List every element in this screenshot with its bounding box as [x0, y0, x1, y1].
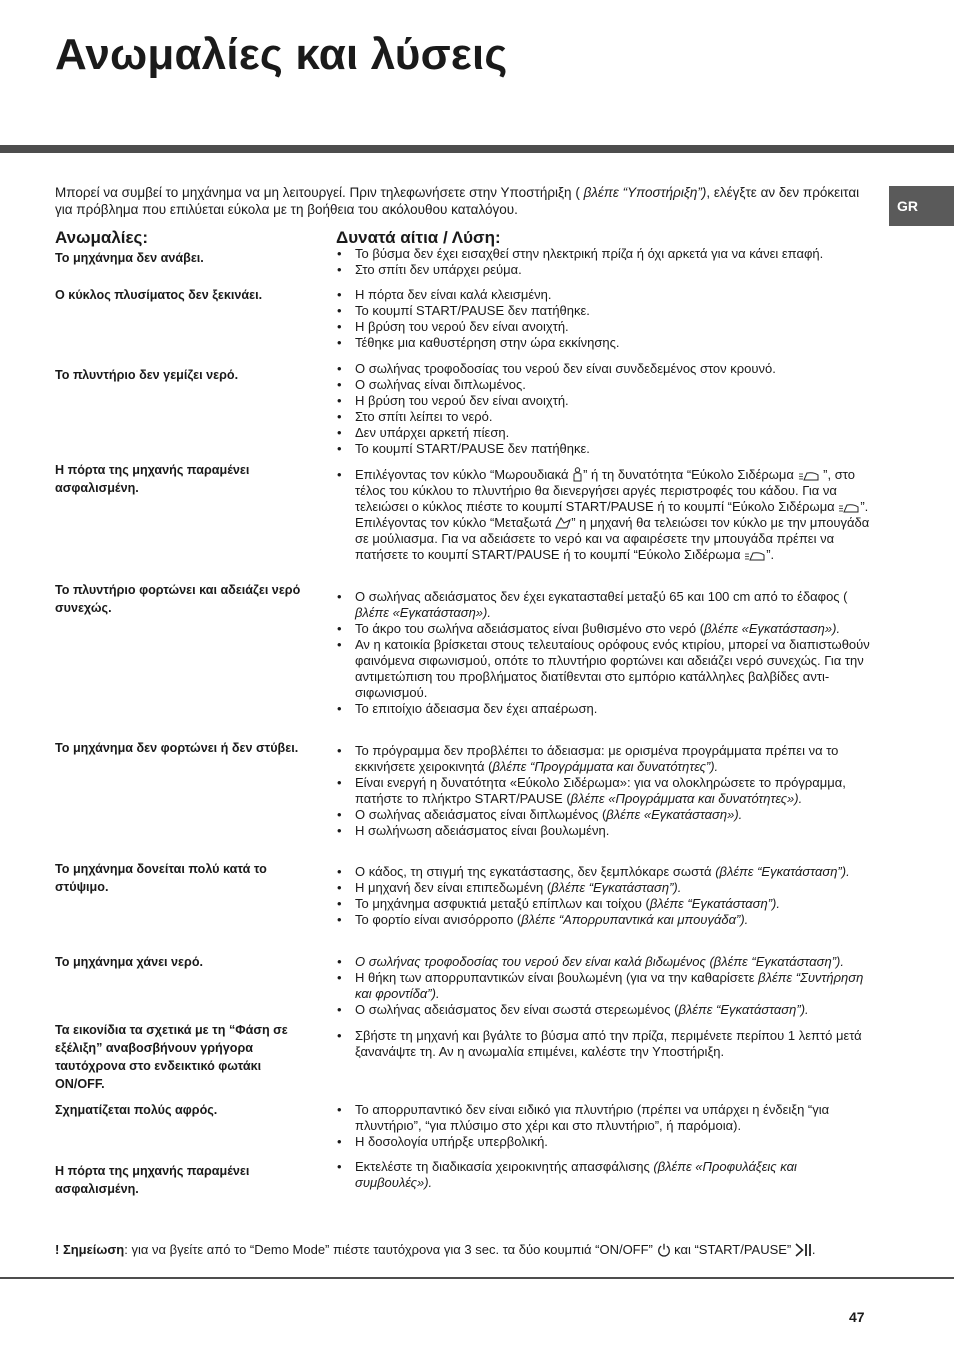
easy-iron-icon: [838, 502, 860, 514]
solution-list: [336, 467, 876, 563]
solutions-column-header: Δυνατά αίτια / Λύση:: [336, 228, 501, 247]
problem-label: Σχηματίζεται πολύς αφρός.: [55, 1103, 218, 1117]
solution-item: • Σβήστε τη μηχανή και βγάλτε το βύσμα από την πρίζα, περιμένετε περίπου 1 λεπτό μετά ξανανάψτε τη. Αν η ανωμαλία επιμένει, καλέστε την Υποστήριξη.: [336, 1028, 876, 1060]
solution-item: • Ο κάδος, τη στιγμή της εγκατάστασης, δεν ξεμπλόκαρε σωστά (βλέπε “Εγκατάσταση”).: [336, 864, 876, 880]
intro-paragraph: Μπορεί να συμβεί το μηχάνημα να μη λειτουργεί. Πριν τηλεφωνήσετε στην Υποστήριξη ( βλέπε “Υποστήριξη”), ελέγξτε αν δεν πρόκειται για πρόβλημα που επιλύεται εύκολα με τη βοήθεια του ακόλουθου καταλόγου.: [55, 185, 860, 217]
power-icon: [657, 1243, 671, 1257]
solution-list: [336, 1102, 876, 1150]
solution-list: [336, 287, 876, 351]
problem-label: Η πόρτα της μηχανής παραμένει ασφαλισμένη.: [55, 463, 250, 495]
solution-item: • Ο σωλήνας αδειάσματος είναι διπλωμένος (βλέπε «Εγκατάσταση»).: [336, 807, 876, 823]
solution-item: • Η θήκη των απορρυπαντικών είναι βουλωμένη (για να την καθαρίσετε βλέπε “Συντήρηση και φροντίδα”).: [336, 970, 876, 1002]
baby-cycle-icon: [572, 467, 583, 482]
solution-item: • Ο σωλήνας αδειάσματος δεν είναι σωστά στερεωμένος (βλέπε “Εγκατάσταση”).: [336, 1002, 876, 1018]
play-pause-icon: [795, 1243, 812, 1257]
solution-item: • Το κουμπί START/PAUSE δεν πατήθηκε.: [336, 441, 876, 457]
solution-item: • Η μηχανή δεν είναι επιπεδωμένη (βλέπε “Εγκατάσταση”).: [336, 880, 876, 896]
solution-item: • Επιλέγοντας τον κύκλο “Μωρουδιακά ” ή τη δυνατότητα “Εύκολο Σιδέρωμα ”, στο τέλος του κύκλου το πλυντήριο θα διενεργήσει αργές περιστροφές του κάδου. Για να τελειώσει ο κύκλος πιέστε το κουμπί START/PAUSE ή το κουμπί “Εύκολο Σιδέρωμα ”. Επιλέγοντας τον κύκλο “Μεταξωτά ” η μηχανή θα τελειώσει τον κύκλο με την μπουγάδα σε μούλιασμα. Για να αδειάσετε το νερό και να αφαιρέσετε την μπουγάδα πρέπει να πατήσετε το κουμπί START/PAUSE ή το κουμπί “Εύκολο Σιδέρωμα ”.: [336, 467, 876, 563]
solution-item: • Στο σπίτι λείπει το νερό.: [336, 409, 876, 425]
solution-list: [336, 1159, 876, 1191]
problem-label: Το πλυντήριο φορτώνει και αδειάζει νερό συνεχώς.: [55, 583, 301, 615]
solution-item: • Η βρύση του νερού δεν είναι ανοιχτή.: [336, 393, 876, 409]
solution-item: • Αν η κατοικία βρίσκεται στους τελευταίους ορόφους ενός κτιρίου, μπορεί να διαπιστωθούν φαινόμενα σιφωνισμού, οπότε το πλυντήριο φορτώνει και αδειάζει νερό συνεχώς. Για την αντιμετώπιση του προβλήματος διατίθενται στο εμπόριο κατάλληλες βαλβίδες αντι-σιφωνισμού.: [336, 637, 876, 701]
language-badge: GR: [889, 186, 954, 226]
solution-item: • Δεν υπάρχει αρκετή πίεση.: [336, 425, 876, 441]
solution-list: [336, 954, 876, 1018]
demo-mode-note: ! Σημείωση: για να βγείτε από το “Demo Mode” πιέστε ταυτόχρονα για 3 sec. τα δύο κουμπιά “ON/OFF” και “START/PAUSE” .: [55, 1242, 816, 1257]
solution-item: • Στο σπίτι δεν υπάρχει ρεύμα.: [336, 262, 876, 278]
solution-list: [336, 1028, 876, 1060]
page-title: Ανωμαλίες και λύσεις: [55, 30, 508, 79]
easy-iron-icon: [744, 550, 766, 562]
problem-label: Το μηχάνημα δεν φορτώνει ή δεν στύβει.: [55, 741, 299, 755]
solution-item: • Το φορτίο είναι ανισόρροπο (βλέπε “Απορρυπαντικά και μπουγάδα”).: [336, 912, 876, 928]
solution-item: • Τέθηκε μια καθυστέρηση στην ώρα εκκίνησης.: [336, 335, 876, 351]
solution-item: • Το βύσμα δεν έχει εισαχθεί στην ηλεκτρική πρίζα ή όχι αρκετά για να κάνει επαφή.: [336, 246, 876, 262]
problem-label: Ο κύκλος πλυσίματος δεν ξεκινάει.: [55, 288, 263, 302]
solution-item: • Ο σωλήνας είναι διπλωμένος.: [336, 377, 876, 393]
solution-item: • Είναι ενεργή η δυνατότητα «Εύκολο Σιδέρωμα»: για να ολοκληρώσετε το πρόγραμμα, πατήστε το πλήκτρο START/PAUSE (βλέπε «Προγράμματα και δυνατότητες»).: [336, 775, 876, 807]
solution-item: • Η σωλήνωση αδειάσματος είναι βουλωμένη.: [336, 823, 876, 839]
problem-label: Η πόρτα της μηχανής παραμένει ασφαλισμένη.: [55, 1164, 250, 1196]
problem-label: Το πλυντήριο δεν γεμίζει νερό.: [55, 368, 239, 382]
solution-list: [336, 361, 876, 457]
solution-item: • Το κουμπί START/PAUSE δεν πατήθηκε.: [336, 303, 876, 319]
page-number: 47: [849, 1309, 865, 1325]
problems-column-header: Ανωμαλίες:: [55, 228, 149, 247]
easy-iron-icon: [798, 470, 820, 482]
problem-label: Το μηχάνημα χάνει νερό.: [55, 955, 204, 969]
solution-item: • Εκτελέστε τη διαδικασία χειροκινητής απασφάλισης (βλέπε «Προφυλάξεις και συμβουλές»).: [336, 1159, 876, 1191]
note-label: ! Σημείωση: [55, 1242, 125, 1257]
solution-item: • Ο σωλήνας αδειάσματος δεν έχει εγκατασταθεί μεταξύ 65 και 100 cm από το έδαφος ( βλέπε «Εγκατάσταση»).: [336, 589, 876, 621]
solution-list: [336, 246, 876, 278]
solution-list: [336, 864, 876, 928]
problem-label: Το μηχάνημα δεν ανάβει.: [55, 251, 204, 265]
solution-list: [336, 743, 876, 839]
solution-list: [336, 589, 876, 717]
solution-item: • Το μηχάνημα ασφυκτιά μεταξύ επίπλων και τοίχου (βλέπε “Εγκατάσταση”).: [336, 896, 876, 912]
solution-item: • Το άκρο του σωλήνα αδειάσματος είναι βυθισμένο στο νερό (βλέπε «Εγκατάσταση»).: [336, 621, 876, 637]
problem-label: Τα εικονίδια τα σχετικά με τη “Φάση σε εξέλιξη” αναβοσβήνουν γρήγορα ταυτόχρονα στο ενδεικτικό φωτάκι ON/OFF.: [55, 1023, 288, 1091]
solution-item: • Η βρύση του νερού δεν είναι ανοιχτή.: [336, 319, 876, 335]
solution-item: • Ο σωλήνας τροφοδοσίας του νερού δεν είναι καλά βιδωμένος (βλέπε “Εγκατάσταση”).: [336, 954, 876, 970]
solution-item: • Ο σωλήνας τροφοδοσίας του νερού δεν είναι συνδεδεμένος στον κρουνό.: [336, 361, 876, 377]
solution-item: • Το απορρυπαντικό δεν είναι ειδικό για πλυντήριο (πρέπει να υπάρχει η ένδειξη “για πλυντήριο”, “για πλύσιμο στο χέρι και στο πλυντήριο”, ή παρόμοια).: [336, 1102, 876, 1134]
solution-item: • Η πόρτα δεν είναι καλά κλεισμένη.: [336, 287, 876, 303]
solution-item: • Το επιτοίχιο άδειασμα δεν έχει απαέρωση.: [336, 701, 876, 717]
top-divider: [0, 145, 954, 153]
problem-label: Το μηχάνημα δονείται πολύ κατά το στύψιμο.: [55, 862, 267, 894]
bottom-divider: [0, 1277, 954, 1279]
silk-cycle-icon: [555, 516, 571, 530]
solution-item: • Η δοσολογία υπήρξε υπερβολική.: [336, 1134, 876, 1150]
solution-item: • Το πρόγραμμα δεν προβλέπει το άδειασμα: με ορισμένα προγράμματα πρέπει να το εκκινήσετε χειροκινητά (βλέπε “Προγράμματα και δυνατότητες”).: [336, 743, 876, 775]
